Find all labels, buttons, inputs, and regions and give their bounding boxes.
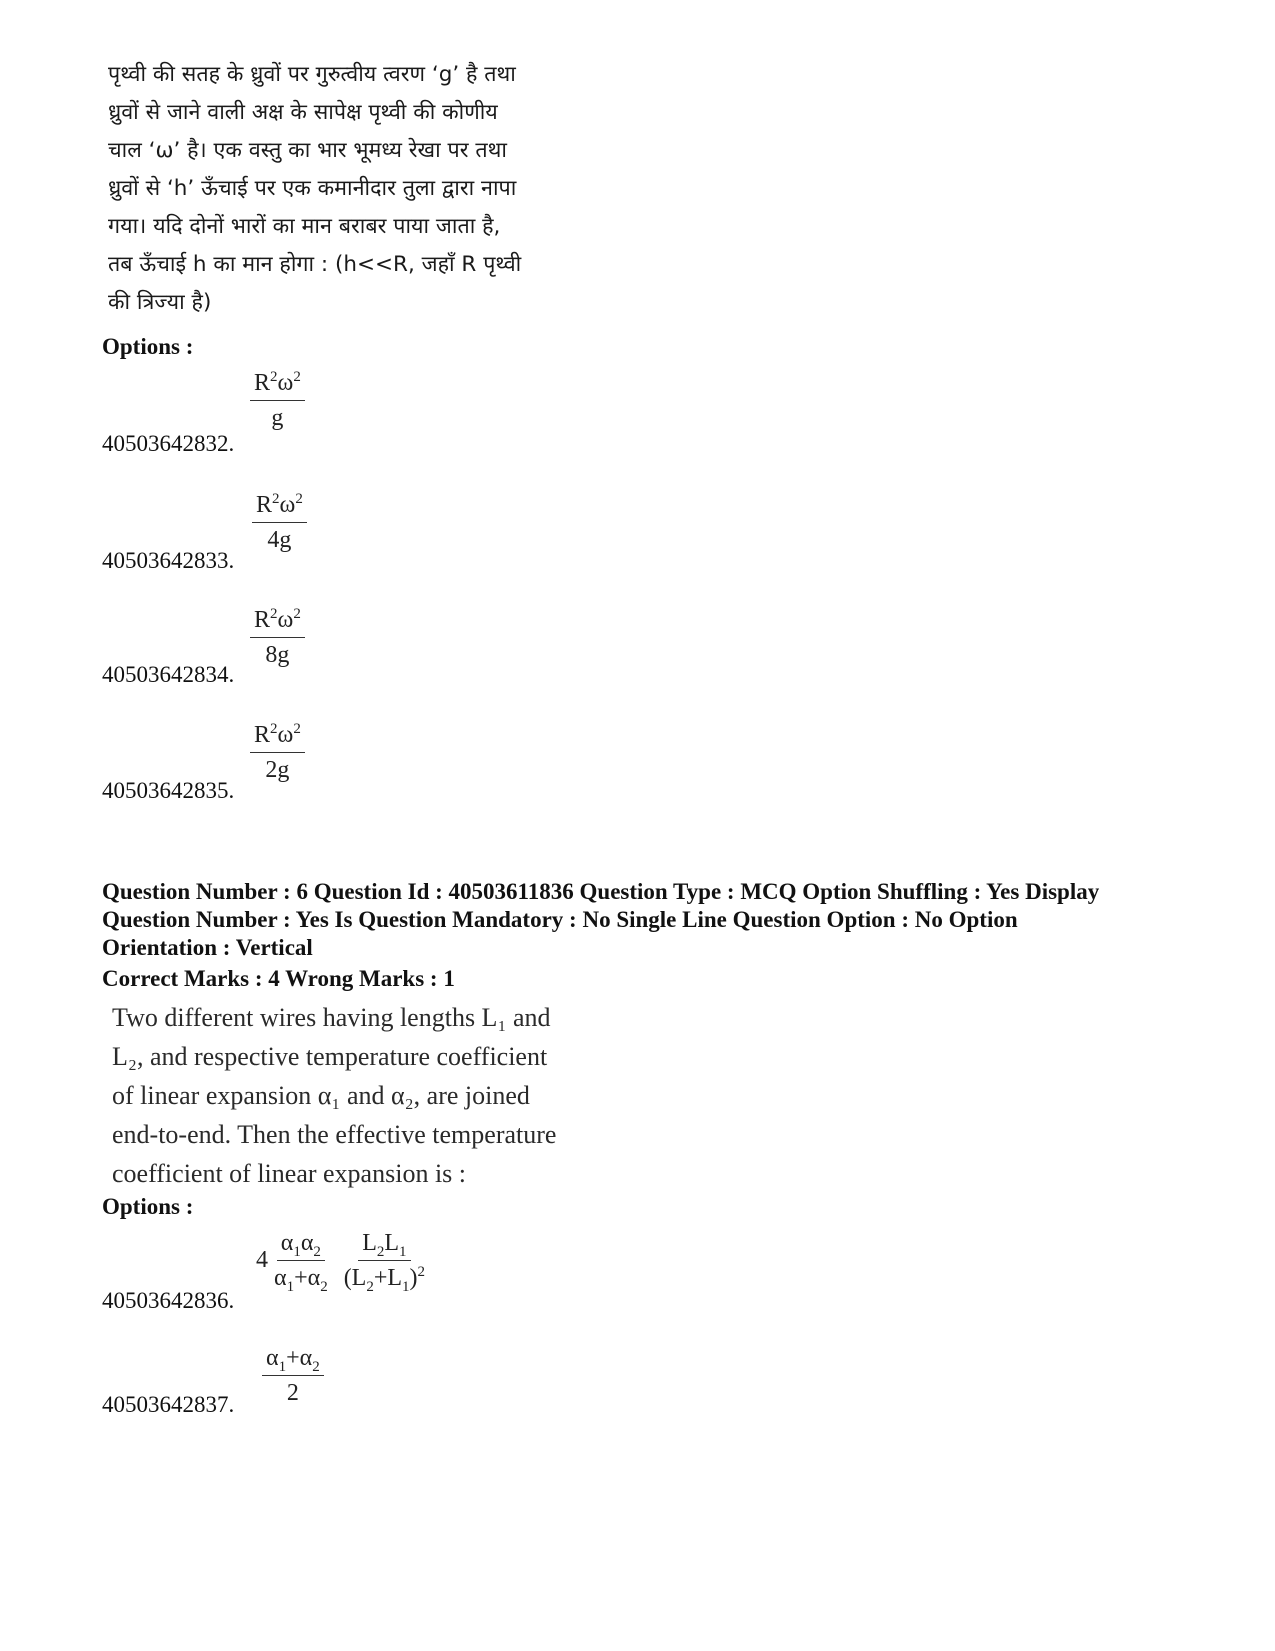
formula-denominator: 8g bbox=[265, 642, 290, 668]
question-line: ध्रुवों से जाने वाली अक्ष के सापेक्ष पृथ्वी की कोणीय bbox=[108, 100, 498, 125]
question-line: Two different wires having lengths L₁ and bbox=[112, 1003, 551, 1032]
option-id: 40503642836. bbox=[102, 1288, 235, 1313]
question-line: ध्रुवों से ‘h’ ऊँचाई पर एक कमानीदार तुला द्वारा नापा bbox=[108, 176, 517, 201]
question-5-text bbox=[108, 56, 608, 322]
formula-denominator: 2g bbox=[265, 757, 290, 783]
option-id: 40503642832. bbox=[102, 431, 235, 456]
option-formula: $\frac{R^2\omega^2}{2g}$ bbox=[250, 722, 305, 783]
options-label: Options : bbox=[102, 1194, 194, 1219]
question-line: चाल ‘ω’ है। एक वस्तु का भार भूमध्य रेखा पर तथा bbox=[108, 138, 507, 163]
meta-line: Question Number : 6 Question Id : 40503611836 Question Type : MCQ Option Shuffling : Yes Display bbox=[102, 879, 1100, 904]
question-line: L₂, and respective temperature coefficient bbox=[112, 1042, 548, 1071]
option-formula: $\frac{R^2\omega^2}{4g}$ bbox=[252, 492, 307, 553]
formula-denominator: 4g bbox=[267, 527, 292, 553]
question-line: की त्रिज्या है) bbox=[108, 290, 212, 315]
option-formula: $\frac{R^2\omega^2}{8g}$ bbox=[250, 607, 305, 668]
question-line: गया। यदि दोनों भारों का मान बराबर पाया जाता है, bbox=[108, 214, 501, 239]
question-line: coefficient of linear expansion is : bbox=[112, 1159, 467, 1188]
option-formula: 4 $\frac{\alpha_1\alpha_2}{\alpha_1+\alpha_2}$ $\frac{L_2L_1}{(L_2+L_1)^2}$ bbox=[256, 1230, 426, 1295]
option-formula: $\frac{\alpha_1+\alpha_2}{2}$ bbox=[262, 1345, 324, 1406]
options-label: Options : bbox=[102, 334, 194, 359]
marks-info: Correct Marks : 4 Wrong Marks : 1 bbox=[102, 966, 455, 991]
option-id: 40503642835. bbox=[102, 778, 235, 803]
meta-line: Question Number : Yes Is Question Mandatory : No Single Line Question Option : No Option bbox=[102, 907, 1018, 932]
question-line: of linear expansion α₁ and α₂, are joined bbox=[112, 1081, 530, 1110]
option-id: 40503642834. bbox=[102, 662, 235, 687]
option-id: 40503642833. bbox=[102, 548, 235, 573]
question-6-text bbox=[112, 998, 612, 1193]
question-6-meta bbox=[102, 878, 1262, 962]
meta-line: Orientation : Vertical bbox=[102, 935, 313, 960]
question-line: पृथ्वी की सतह के ध्रुवों पर गुरुत्वीय त्वरण ‘g’ है तथा bbox=[108, 62, 516, 87]
question-line: तब ऊँचाई h का मान होगा : (h<<R, जहाँ R पृथ्वी bbox=[108, 252, 522, 277]
option-formula: $\frac{R^2\omega^2}{g}$ bbox=[250, 370, 305, 431]
formula-denominator: g bbox=[271, 405, 284, 431]
question-line: end-to-end. Then the effective temperature bbox=[112, 1120, 557, 1149]
option-id: 40503642837. bbox=[102, 1392, 235, 1417]
